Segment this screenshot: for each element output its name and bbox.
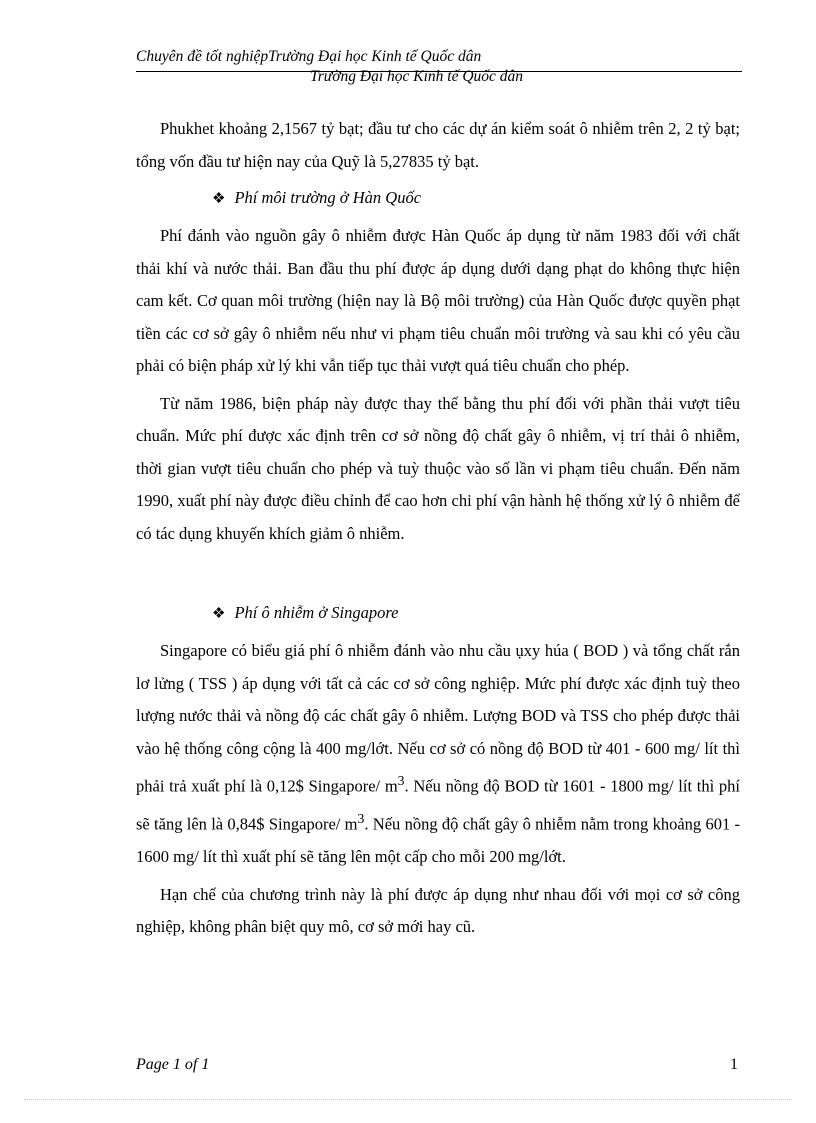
diamond-bullet-icon: ❖ <box>212 191 226 207</box>
spacer <box>136 555 740 597</box>
section-heading-korea <box>212 183 740 214</box>
page-header <box>136 47 742 85</box>
paragraph-1: Phukhet khoảng 2,1567 tỷ bạt; đầu tư cho các dự án kiểm soát ô nhiễm trên 2, 2 tỷ bạt; tổng vốn đầu tư hiện nay của Quỹ là 5,27835 tỷ bạt. <box>136 119 740 171</box>
page-footer <box>136 1056 740 1074</box>
header-title: Chuyên đề tốt nghiệpTrường Đại học Kinh tế Quốc dân <box>136 48 482 65</box>
paragraph-4 <box>136 635 740 874</box>
heading-singapore-text: Phí ô nhiễm ở Singapore <box>234 603 399 622</box>
diamond-bullet-icon: ❖ <box>212 606 226 622</box>
paragraph-3: Từ năm 1986, biện pháp này được thay thế bằng thu phí đối với phần thải vượt tiêu chuẩn. Mức phí được xác định trên cơ sở nồng độ chất gây ô nhiễm, vị trí thải ô nhiễm, thời gian vượt tiêu chuẩn cho phép và tuỳ thuộc vào số lần vi phạm tiêu chuẩn. Đến năm 1990, xuất phí này được điều chỉnh để cao hơn chi phí vận hành hệ thống xử lý ô nhiễm để có tác dụng khuyến khích giảm ô nhiễm. <box>136 393 740 543</box>
page-number: 1 <box>730 1056 738 1073</box>
superscript-cubed: 3 <box>397 773 405 788</box>
page-bottom-border <box>24 1099 792 1100</box>
superscript-cubed: 3 <box>357 811 365 826</box>
paragraph-4-part-c: . Nếu nồng độ chất gây ô nhiễm nằm trong khoảng 601 - 1600 mg/ lít thì xuất phí sẽ tăng lên một cấp cho mỗi 200 mg/lớt. <box>136 814 740 866</box>
paragraph-4-part-a: Singapore có biểu giá phí ô nhiễm đánh vào nhu cầu ụxy húa ( BOD ) và tổng chất rắn lơ lửng ( TSS ) áp dụng với tất cả các cơ sở công nghiệp. Mức phí được xác định tuỳ theo lượng nước thải và nồng độ các chất gây ô nhiễm. Lượng BOD và TSS cho phép được thải vào hệ thống công cộng là 400 mg/lớt. Nếu cơ sở có nồng độ BOD từ 401 - 600 mg/ lít thì phải trả xuất phí là 0,12$ Singapore/ m <box>136 641 740 796</box>
section-heading-singapore <box>212 598 740 629</box>
paragraph-4-part-b: . Nếu nồng độ BOD từ 1601 - 1800 mg/ lít thì phí sẽ tăng lên là 0,84$ Singapore/ m <box>136 776 740 834</box>
header-subtitle: Trường Đại học Kinh tế Quốc dân <box>310 68 524 85</box>
document-body <box>136 113 740 949</box>
heading-korea-text: Phí môi trường ở Hàn Quốc <box>234 188 422 207</box>
paragraph-2: Phí đánh vào nguồn gây ô nhiễm được Hàn Quốc áp dụng từ năm 1983 đối với chất thải khí và nước thải. Ban đầu thu phí được áp dụng dưới dạng phạt do không thực hiện cam kết. Cơ quan môi trường (hiện nay là Bộ môi trường) của Hàn Quốc được quyền phạt tiền các cơ sở gây ô nhiễm nếu như vi phạm tiêu chuẩn môi trường và sau khi có yêu cầu phải có biện pháp xử lý khi vẫn tiếp tục thải vượt quá tiêu chuẩn cho phép. <box>136 226 740 375</box>
page-label: Page 1 of 1 <box>136 1056 210 1073</box>
paragraph-5: Hạn chế của chương trình này là phí được áp dụng như nhau đối với mọi cơ sở công nghiệp, không phân biệt quy mô, cơ sở mới hay cũ. <box>136 884 740 936</box>
